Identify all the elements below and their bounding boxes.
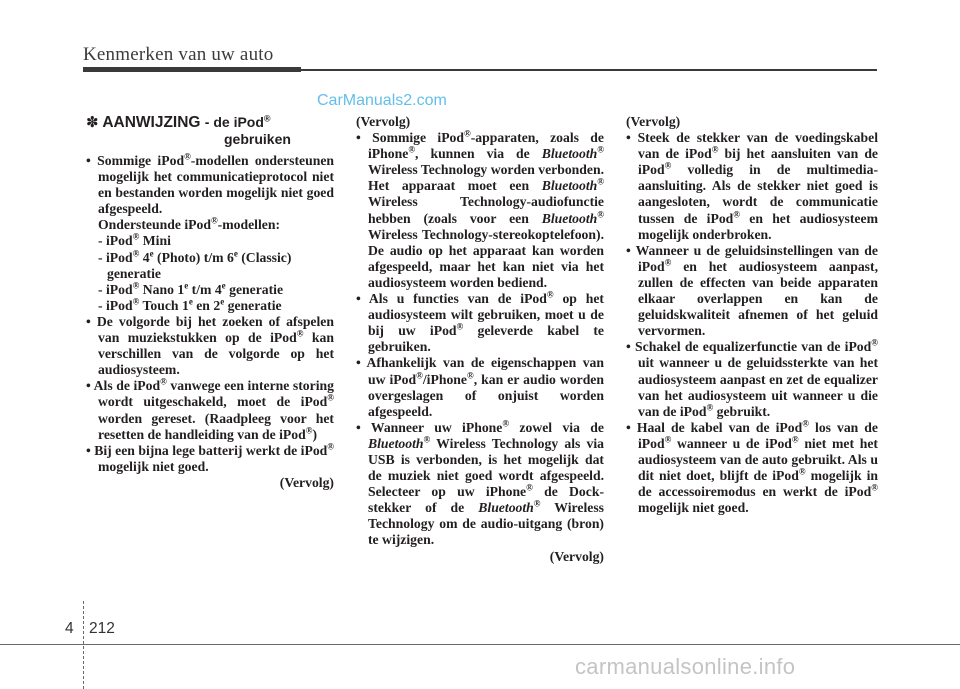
bullet-item: • Sommige iPod®-apparaten, zoals de iPhone®, kunnen via de Bluetooth® Wireless Technology worden verbonden. Het apparaat moet een Bluetooth® Wireless Technology-audiofunctie hebben (zoals voor een Bluetooth® Wireless Technology-stereokoptelefoon). De audio op het apparaat kan worden afgespeeld, maar het kan niet via het audiosysteem worden bediend.	[356, 128, 605, 290]
model-item-continued: generatie	[107, 265, 161, 281]
column-left	[86, 114, 334, 491]
asterisk-icon: ✽	[86, 114, 99, 131]
supported-models-label: Ondersteunde iPod®-modellen:	[98, 215, 281, 233]
bullet-item: • Wanneer uw iPhone® zowel via de Bluetooth® Wireless Technology als via USB is verbonden, is het mogelijk dat de muziek niet goed wordt afgespeeld. Selecteer op uw iPhone® de Dock-stekker of de Bluetooth® Wireless Technology om de audio-uitgang (bron) te wijzigen.	[356, 418, 604, 548]
header-rule-thin	[301, 69, 877, 71]
model-item: - iPod® Mini	[98, 231, 171, 249]
note-title: AANWIJZING	[102, 114, 201, 131]
note-subject: - de iPod®	[204, 113, 271, 130]
bullet-item: • Steek de stekker van de voedingskabel van de iPod® bij het aansluiten van de iPod® volledig in de multimedia-aansluiting. Als de stekker niet goed is aangesloten, wordt de communicatie tussen de iPod® en het audiosysteem mogelijk onderbroken.	[626, 130, 879, 242]
bullet-item: • Sommige iPod®-modellen ondersteunen mogelijk het communicatieprotocol niet en bestanden worden mogelijk niet goed afgespeeld.	[86, 151, 334, 217]
footer-horizontal-rule	[0, 644, 960, 645]
column-middle	[356, 114, 604, 565]
continued-label: (Vervolg)	[356, 114, 411, 129]
bullet-item: • Schakel de equalizerfunctie van de iPod® uit wanneer u de geluidssterkte van het audiosysteem aanpast en zet de equalizer van het audiosysteem uit wanneer u die van de iPod® gebruikt.	[626, 337, 879, 419]
model-item: - iPod® 4e (Photo) t/m 6e (Classic)	[98, 248, 292, 265]
model-item: - iPod® Touch 1e en 2e generatie	[98, 296, 282, 313]
header-rule-thick	[83, 67, 301, 72]
continued-label: (Vervolg)	[626, 114, 681, 129]
footer-vertical-rule	[83, 601, 85, 689]
bullet-item: • Bij een bijna lege batterij werkt de iPod® mogelijk niet goed.	[86, 441, 335, 474]
watermark-bottom: carmanualsonline.info	[575, 654, 796, 679]
bullet-item: • Wanneer u de geluidsinstellingen van de iPod® en het audiosysteem aanpast, zullen de effecten van beide apparaten elkaar overlappen en kan de geluidskwaliteit afnemen of het geluid vervormen.	[626, 242, 878, 339]
model-item: - iPod® Nano 1e t/m 4e generatie	[98, 280, 284, 297]
watermark-top: CarManuals2.com	[317, 92, 447, 109]
bullet-item: • Afhankelijk van de eigenschappen van uw iPod®/iPhone®, kan er audio worden overgeslagen of onjuist worden afgespeeld.	[356, 355, 604, 419]
continued-label: (Vervolg)	[549, 548, 604, 564]
column-right	[626, 114, 878, 516]
bullet-item: • Als u functies van de iPod® op het audiosysteem wilt gebruiken, moet u de bij uw iPod® geleverde kabel te gebruiken.	[356, 289, 605, 355]
section-header-title: Kenmerken van uw auto	[83, 44, 274, 65]
page-number: 212	[89, 620, 115, 637]
continued-label: (Vervolg)	[279, 474, 334, 490]
note-heading	[86, 114, 334, 131]
bullet-item: • De volgorde bij het zoeken of afspelen van muziekstukken op de iPod® kan verschillen van de volgorde op het audiosysteem.	[86, 313, 334, 378]
bullet-item: • Als de iPod® vanwege een interne storing wordt uitgeschakeld, moet de iPod® worden gereset. (Raadpleeg voor het resetten de handleiding van de iPod®)	[86, 376, 334, 442]
bullet-item: • Haal de kabel van de iPod® los van de iPod® wanneer u de iPod® niet met het audiosysteem van de auto gebruikt. Als u dit niet doet, blijft de iPod® mogelijk in de accessoiremodus en werkt de iPod® mogelijk niet goed.	[626, 418, 878, 516]
chapter-number: 4	[65, 620, 74, 637]
note-subject-line2: gebruiken	[224, 131, 291, 147]
